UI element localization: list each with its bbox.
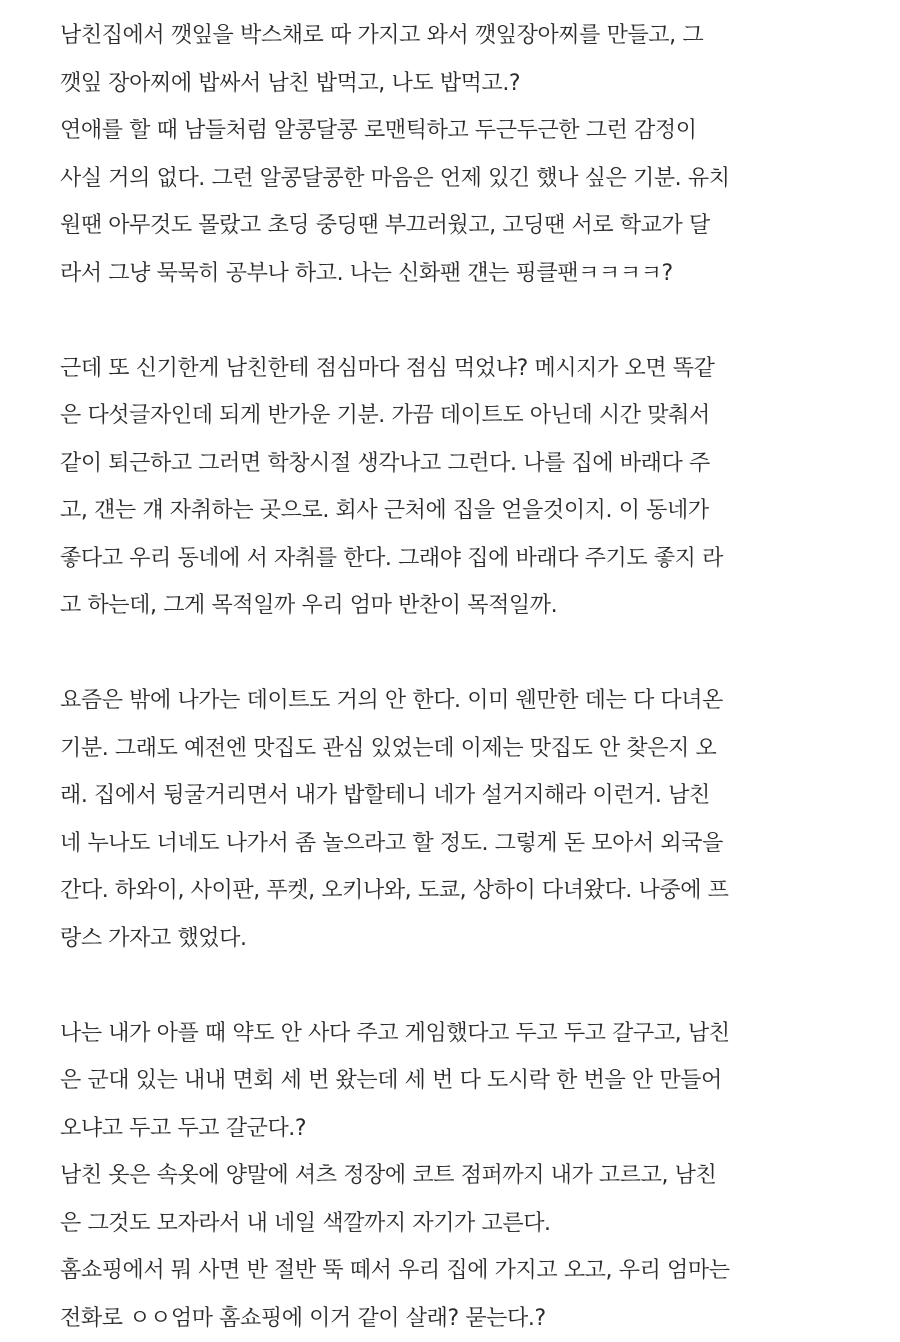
text-line: 오냐고 두고 두고 갈군다.? (60, 1105, 860, 1153)
text-line: 고, 걘는 걔 자취하는 곳으로. 회사 근처에 집을 얻을것이지. 이 동네가 (60, 487, 860, 535)
text-line: 간다. 하와이, 사이판, 푸켓, 오키나와, 도쿄, 상하이 다녀왔다. 나중에 프 (60, 867, 860, 915)
document-body (60, 12, 860, 1342)
text-line: 은 군대 있는 내내 면회 세 번 왔는데 세 번 다 도시락 한 번을 안 만들어 (60, 1057, 860, 1105)
text-line: 같이 퇴근하고 그러면 학창시절 생각나고 그런다. 나를 집에 바래다 주 (60, 440, 860, 488)
text-line: 전화로 ㅇㅇ엄마 홈쇼핑에 이거 같이 살래? 묻는다.? (60, 1295, 860, 1342)
paragraph (60, 677, 860, 962)
paragraph (60, 12, 860, 297)
paragraph-gap (60, 962, 860, 1010)
text-line: 남친 옷은 속옷에 양말에 셔츠 정장에 코트 점퍼까지 내가 고르고, 남친 (60, 1152, 860, 1200)
text-line: 은 그것도 모자라서 내 네일 색깔까지 자기가 고른다. (60, 1200, 860, 1248)
text-line: 래. 집에서 뒹굴거리면서 내가 밥할테니 네가 설거지해라 이런거. 남친 (60, 772, 860, 820)
text-line: 나는 내가 아플 때 약도 안 사다 주고 게임했다고 두고 두고 갈구고, 남친 (60, 1010, 860, 1058)
text-line: 좋다고 우리 동네에 서 자취를 한다. 그래야 집에 바래다 주기도 좋지 라 (60, 535, 860, 583)
paragraph (60, 1010, 860, 1342)
text-line: 홈쇼핑에서 뭐 사면 반 절반 뚝 떼서 우리 집에 가지고 오고, 우리 엄마는 (60, 1247, 860, 1295)
paragraph (60, 345, 860, 630)
paragraph-gap (60, 630, 860, 678)
paragraph-gap (60, 297, 860, 345)
text-line: 남친집에서 깻잎을 박스채로 따 가지고 와서 깻잎장아찌를 만들고, 그 (60, 12, 860, 60)
text-line: 고 하는데, 그게 목적일까 우리 엄마 반찬이 목적일까. (60, 582, 860, 630)
text-line: 원땐 아무것도 몰랐고 초딩 중딩땐 부끄러웠고, 고딩땐 서로 학교가 달 (60, 202, 860, 250)
text-line: 깻잎 장아찌에 밥싸서 남친 밥먹고, 나도 밥먹고.? (60, 60, 860, 108)
text-line: 사실 거의 없다. 그런 알콩달콩한 마음은 언제 있긴 했나 싶은 기분. 유치 (60, 155, 860, 203)
text-line: 요즘은 밖에 나가는 데이트도 거의 안 한다. 이미 웬만한 데는 다 다녀온 (60, 677, 860, 725)
text-line: 은 다섯글자인데 되게 반가운 기분. 가끔 데이트도 아닌데 시간 맞춰서 (60, 392, 860, 440)
text-line: 연애를 할 때 남들처럼 알콩달콩 로맨틱하고 두근두근한 그런 감정이 (60, 107, 860, 155)
text-line: 네 누나도 너네도 나가서 좀 놀으라고 할 정도. 그렇게 돈 모아서 외국을 (60, 820, 860, 868)
text-line: 랑스 가자고 했었다. (60, 915, 860, 963)
text-line: 근데 또 신기한게 남친한테 점심마다 점심 먹었냐? 메시지가 오면 똑같 (60, 345, 860, 393)
text-line: 라서 그냥 묵묵히 공부나 하고. 나는 신화팬 걘는 핑클팬ㅋㅋㅋㅋ? (60, 250, 860, 298)
text-line: 기분. 그래도 예전엔 맛집도 관심 있었는데 이제는 맛집도 안 찾은지 오 (60, 725, 860, 773)
